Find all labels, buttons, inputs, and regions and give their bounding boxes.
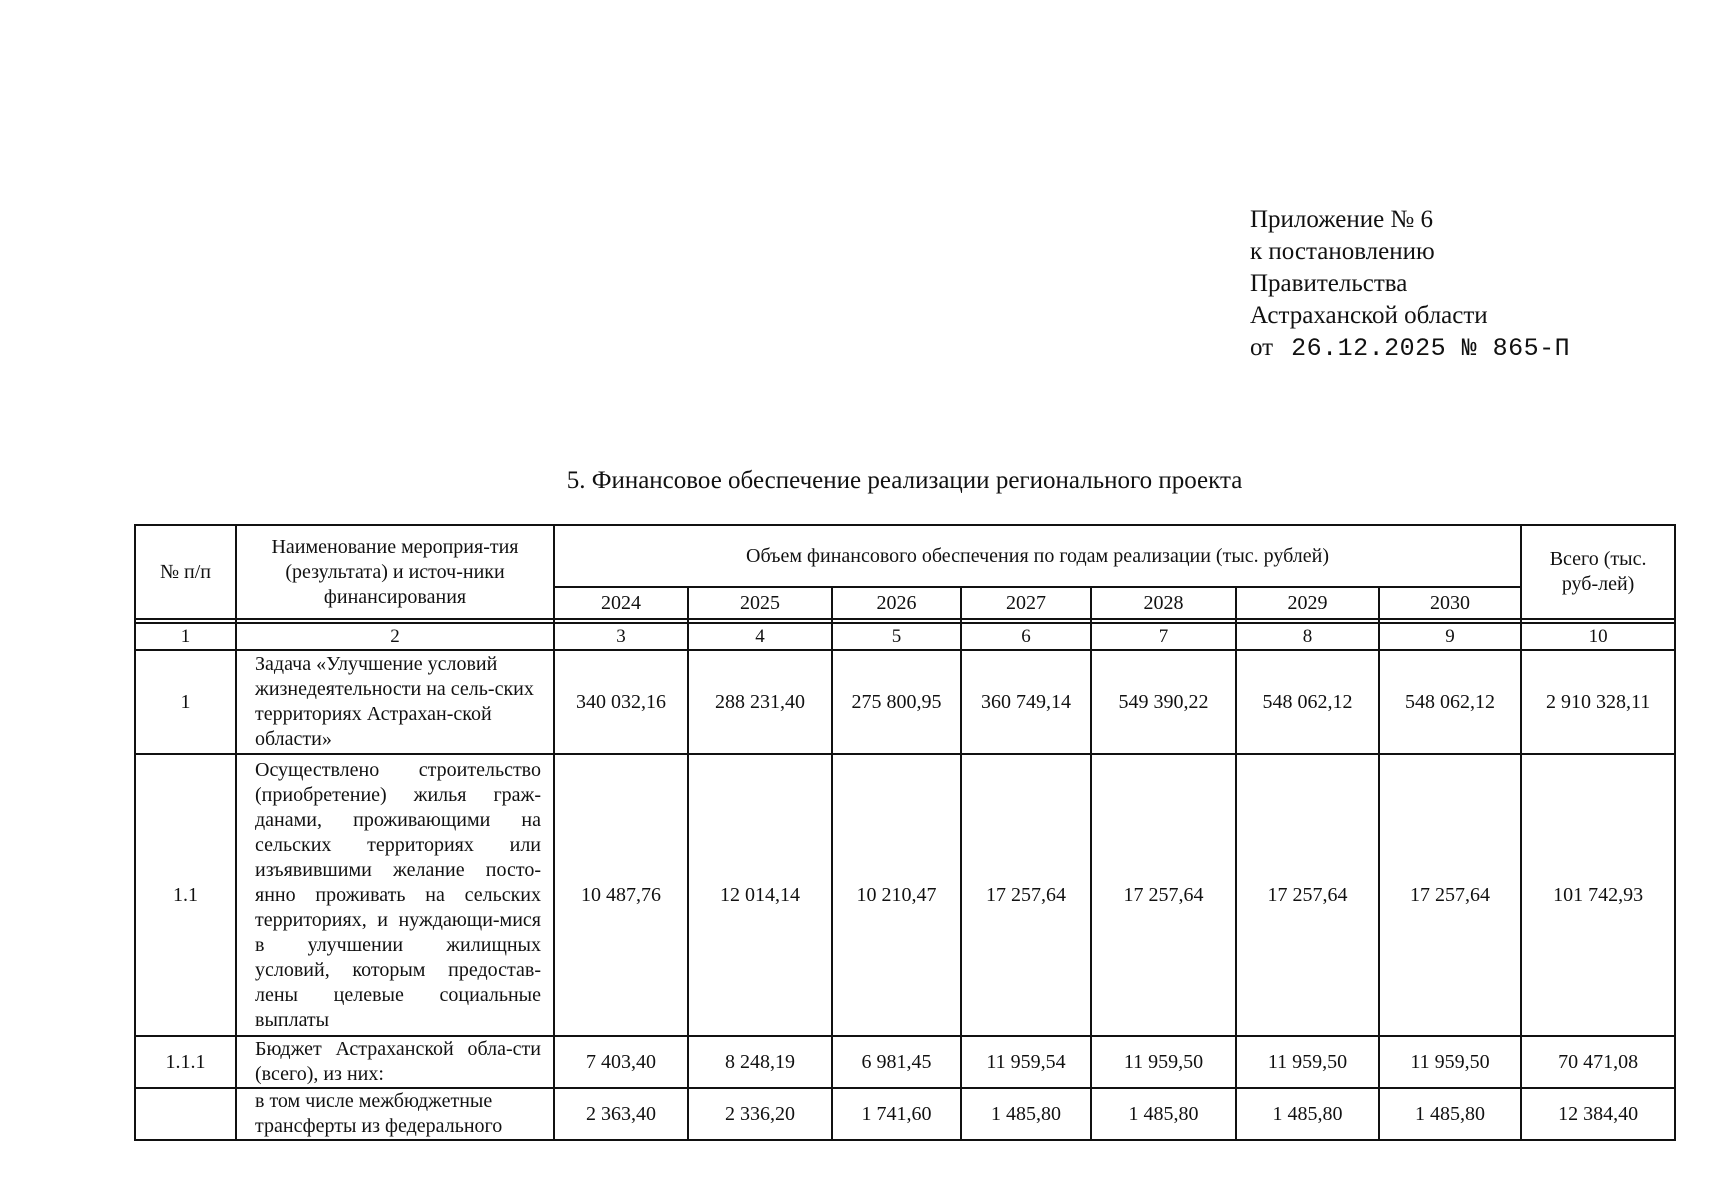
row-value-2024: 2 363,40: [554, 1088, 688, 1140]
appendix-line-3: Правительства: [1250, 270, 1408, 297]
header-col-total: Всего (тыс. руб-лей): [1521, 525, 1675, 619]
financing-table: [134, 524, 1676, 1141]
column-index-row: [135, 623, 1675, 650]
appendix-date-prefix: от: [1250, 334, 1274, 361]
table-row: [135, 650, 1675, 754]
row-number: 1.1: [135, 754, 236, 1036]
row-value-2028: 11 959,50: [1091, 1036, 1236, 1088]
section-title: 5. Финансовое обеспечение реализации регионального проекта: [566, 467, 1243, 494]
header-year: 2027: [961, 587, 1091, 619]
appendix-line-2: к постановлению: [1250, 238, 1435, 265]
row-value-2027: 17 257,64: [961, 754, 1091, 1036]
column-index: 9: [1379, 623, 1521, 650]
row-value-2028: 549 390,22: [1091, 650, 1236, 754]
row-number: 1.1.1: [135, 1036, 236, 1088]
header-col-num: № п/п: [135, 525, 236, 619]
column-index: 10: [1521, 623, 1675, 650]
header-year: 2026: [832, 587, 961, 619]
header-col-name: Наименование мероприя-тия (результата) и источ-ники финансирования: [236, 525, 554, 619]
appendix-date-line: [1250, 332, 1570, 365]
table-row: [135, 754, 1675, 1036]
row-number: 1: [135, 650, 236, 754]
row-name: Осуществлено строительство (приобретение) жилья граж-данами, проживающими на сельских территориях или изъявившими желание посто-янно проживать на сельских территориях, и нуждающи-мися в улучшении жилищных условий, которым предостав-лены целевые социальные выплаты: [236, 754, 554, 1036]
header-row-1: [135, 525, 1675, 587]
row-value-2026: 275 800,95: [832, 650, 961, 754]
row-value-2029: 548 062,12: [1236, 650, 1379, 754]
row-value-2029: 11 959,50: [1236, 1036, 1379, 1088]
row-value-2026: 6 981,45: [832, 1036, 961, 1088]
row-value-2028: 1 485,80: [1091, 1088, 1236, 1140]
column-index: 3: [554, 623, 688, 650]
row-name: в том числе межбюджетные трансферты из федерального: [236, 1088, 554, 1140]
header-year: 2024: [554, 587, 688, 619]
column-index: 5: [832, 623, 961, 650]
appendix-line-4: Астраханской области: [1250, 302, 1488, 329]
row-value-2025: 8 248,19: [688, 1036, 832, 1088]
column-index: 4: [688, 623, 832, 650]
row-value-2024: 340 032,16: [554, 650, 688, 754]
row-total: 101 742,93: [1521, 754, 1675, 1036]
header-year: 2025: [688, 587, 832, 619]
table-row: [135, 1088, 1675, 1140]
row-value-2025: 2 336,20: [688, 1088, 832, 1140]
column-index: 8: [1236, 623, 1379, 650]
row-total: 70 471,08: [1521, 1036, 1675, 1088]
column-index: 2: [236, 623, 554, 650]
row-value-2026: 10 210,47: [832, 754, 961, 1036]
row-value-2028: 17 257,64: [1091, 754, 1236, 1036]
header-year: 2029: [1236, 587, 1379, 619]
appendix-block: [1250, 204, 1570, 365]
row-value-2025: 12 014,14: [688, 754, 832, 1036]
table-row: [135, 1036, 1675, 1088]
row-value-2030: 17 257,64: [1379, 754, 1521, 1036]
row-value-2027: 1 485,80: [961, 1088, 1091, 1140]
header-year: 2028: [1091, 587, 1236, 619]
column-index: 6: [961, 623, 1091, 650]
column-index: 7: [1091, 623, 1236, 650]
appendix-date-value: 26.12.2025 № 865-П: [1291, 334, 1571, 363]
row-value-2030: 1 485,80: [1379, 1088, 1521, 1140]
row-name: Задача «Улучшение условий жизнедеятельности на сель-ских территориях Астрахан-ской области»: [236, 650, 554, 754]
appendix-line-1: Приложение № 6: [1250, 206, 1434, 233]
row-value-2025: 288 231,40: [688, 650, 832, 754]
row-value-2029: 1 485,80: [1236, 1088, 1379, 1140]
row-number: [135, 1088, 236, 1140]
row-value-2027: 11 959,54: [961, 1036, 1091, 1088]
header-years-group: Объем финансового обеспечения по годам реализации (тыс. рублей): [554, 525, 1521, 587]
row-value-2026: 1 741,60: [832, 1088, 961, 1140]
column-index: 1: [135, 623, 236, 650]
row-value-2030: 548 062,12: [1379, 650, 1521, 754]
row-value-2024: 10 487,76: [554, 754, 688, 1036]
row-value-2024: 7 403,40: [554, 1036, 688, 1088]
header-year: 2030: [1379, 587, 1521, 619]
row-total: 12 384,40: [1521, 1088, 1675, 1140]
row-value-2027: 360 749,14: [961, 650, 1091, 754]
row-value-2029: 17 257,64: [1236, 754, 1379, 1036]
row-total: 2 910 328,11: [1521, 650, 1675, 754]
row-name: Бюджет Астраханской обла-сти (всего), из них:: [236, 1036, 554, 1088]
row-value-2030: 11 959,50: [1379, 1036, 1521, 1088]
